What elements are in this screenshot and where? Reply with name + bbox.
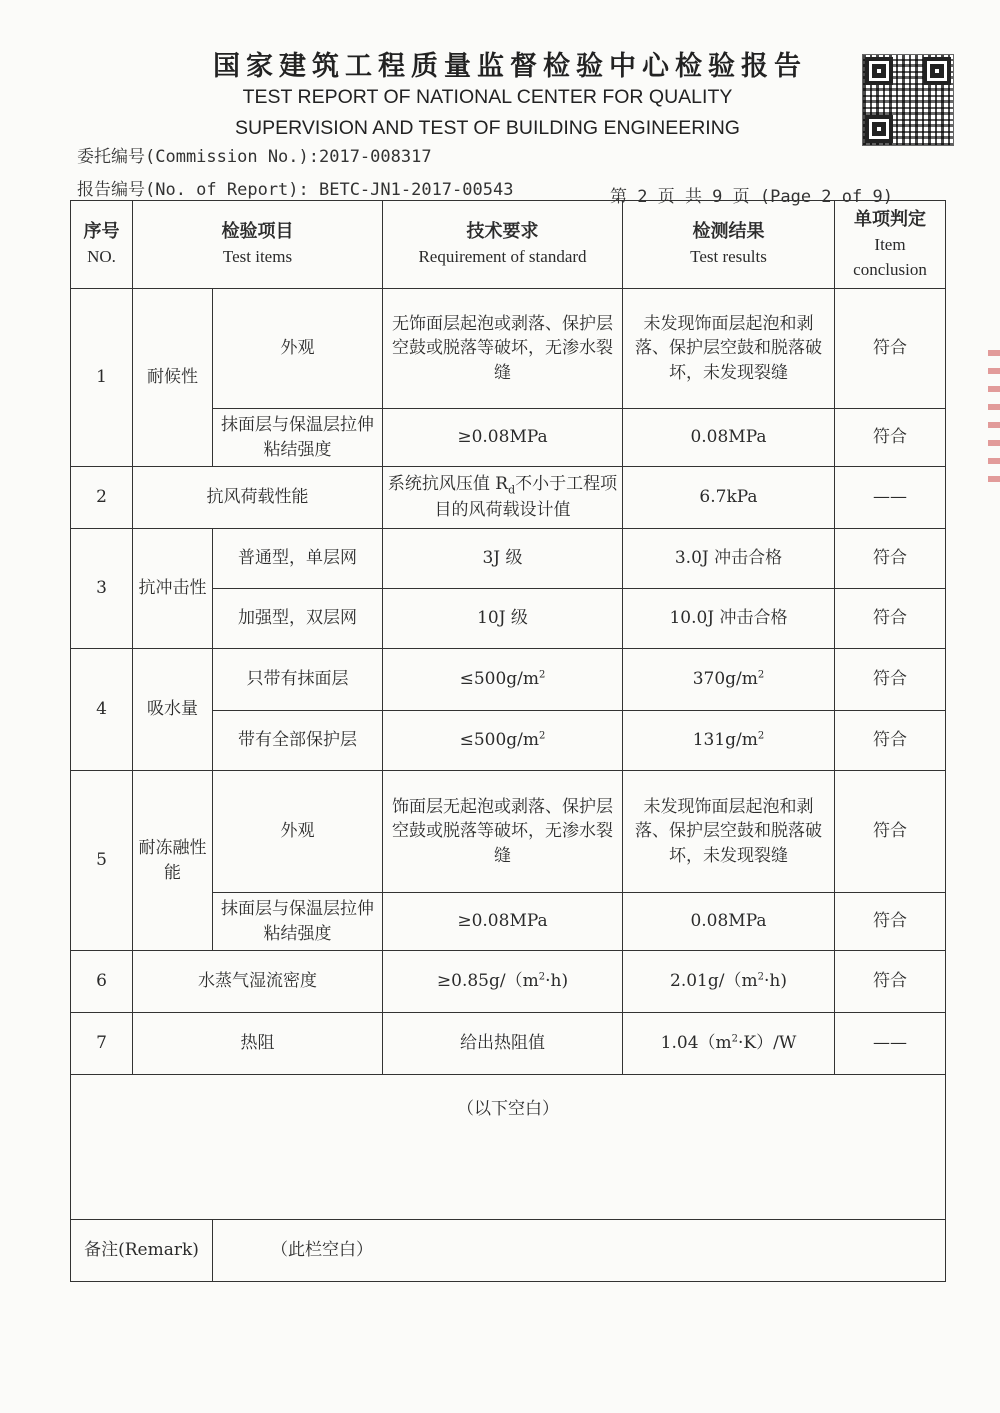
- table-row: [71, 289, 946, 409]
- report-title-en-line2: SUPERVISION AND TEST OF BUILDING ENGINEERING: [235, 117, 740, 139]
- requirement: $\le 500g/m^2$: [383, 649, 623, 711]
- item-category: 吸水量: [133, 649, 213, 771]
- table-row: [71, 951, 946, 1013]
- result: $370g/m^2$: [623, 649, 835, 711]
- conclusion: 符合: [835, 289, 946, 409]
- result: 0.08MPa: [623, 409, 835, 467]
- result: 3.0J 冲击合格: [623, 529, 835, 589]
- report-title-en-line1: TEST REPORT OF NATIONAL CENTER FOR QUALITY: [242, 86, 733, 108]
- blank-below-row: [71, 1075, 946, 1220]
- header-conclusion: 单项判定 Item conclusion: [835, 201, 946, 289]
- table-header-row: [71, 201, 946, 289]
- conclusion: 符合: [835, 409, 946, 467]
- page-number: 第 2 页 共 9 页 (Page 2 of 9): [610, 187, 893, 207]
- sub-item: 外观: [213, 771, 383, 893]
- table-row: [71, 1013, 946, 1075]
- header-results: 检测结果 Test results: [623, 201, 835, 289]
- conclusion: 符合: [835, 771, 946, 893]
- requirement: 给出热阻值: [383, 1013, 623, 1075]
- sub-item: 带有全部保护层: [213, 711, 383, 771]
- row-number: 6: [71, 951, 133, 1013]
- blank-below-note: （以下空白）: [71, 1075, 946, 1220]
- result: $131g/m^2$: [623, 711, 835, 771]
- sub-item: 只带有抹面层: [213, 649, 383, 711]
- requirement: $\ge 0.85g/(m^2\cdot h)$: [383, 951, 623, 1013]
- report-number: 报告编号(No. of Report): BETC-JN1-2017-00543: [77, 180, 514, 200]
- sub-item: 外观: [213, 289, 383, 409]
- remark-label: 备注(Remark): [71, 1220, 213, 1282]
- row-number: 2: [71, 467, 133, 529]
- conclusion: 符合: [835, 951, 946, 1013]
- row-number: 4: [71, 649, 133, 771]
- conclusion: 符合: [835, 649, 946, 711]
- result: 未发现饰面层起泡和剥落、保护层空鼓和脱落破坏，未发现裂缝: [623, 771, 835, 893]
- test-item: 水蒸气湿流密度: [133, 951, 383, 1013]
- result: 6.7kPa: [623, 467, 835, 529]
- sub-item: 加强型，双层网: [213, 589, 383, 649]
- conclusion: 符合: [835, 893, 946, 951]
- item-category: 耐冻融性能: [133, 771, 213, 951]
- remark-row: [71, 1220, 946, 1282]
- header-test-items: 检验项目 Test items: [133, 201, 383, 289]
- table-row: [71, 529, 946, 589]
- result: 0.08MPa: [623, 893, 835, 951]
- sub-item: 普通型，单层网: [213, 529, 383, 589]
- item-category: 抗冲击性: [133, 529, 213, 649]
- row-number: 1: [71, 289, 133, 467]
- row-number: 3: [71, 529, 133, 649]
- requirement: 饰面层无起泡或剥落、保护层空鼓或脱落等破坏，无渗水裂缝: [383, 771, 623, 893]
- conclusion: 符合: [835, 711, 946, 771]
- row-number: 5: [71, 771, 133, 951]
- table-row: [71, 649, 946, 711]
- seal-stamp-edge: [988, 350, 1000, 490]
- result: $2.01g/(m^2\cdot h)$: [623, 951, 835, 1013]
- result: 未发现饰面层起泡和剥落、保护层空鼓和脱落破坏，未发现裂缝: [623, 289, 835, 409]
- requirement: $\le 500g/m^2$: [383, 711, 623, 771]
- result: 10.0J 冲击合格: [623, 589, 835, 649]
- sub-item: 抹面层与保温层拉伸粘结强度: [213, 409, 383, 467]
- conclusion: ——: [835, 467, 946, 529]
- requirement: ≥0.08MPa: [383, 893, 623, 951]
- requirement: 10J 级: [383, 589, 623, 649]
- conclusion: 符合: [835, 529, 946, 589]
- test-item: 热阻: [133, 1013, 383, 1075]
- remark-text: （此栏空白）: [213, 1220, 946, 1282]
- requirement: 系统抗风压值 $R_d$不小于工程项目的风荷载设计值: [383, 467, 623, 529]
- conclusion: 符合: [835, 589, 946, 649]
- item-category: 耐候性: [133, 289, 213, 467]
- header-no: 序号 NO.: [71, 201, 133, 289]
- table-row: [71, 771, 946, 893]
- report-title-cn: 国家建筑工程质量监督检验中心检验报告: [213, 51, 807, 82]
- conclusion: ——: [835, 1013, 946, 1075]
- table-row: [71, 467, 946, 529]
- requirement: ≥0.08MPa: [383, 409, 623, 467]
- test-item: 抗风荷载性能: [133, 467, 383, 529]
- result: $1.04(m^2\cdot K)/W$: [623, 1013, 835, 1075]
- test-results-table: [70, 200, 946, 1282]
- qr-code-icon: [862, 54, 954, 146]
- row-number: 7: [71, 1013, 133, 1075]
- sub-item: 抹面层与保温层拉伸粘结强度: [213, 893, 383, 951]
- requirement: 3J 级: [383, 529, 623, 589]
- header-requirement: 技术要求 Requirement of standard: [383, 201, 623, 289]
- requirement: 无饰面层起泡或剥落、保护层空鼓或脱落等破坏，无渗水裂缝: [383, 289, 623, 409]
- commission-number: 委托编号(Commission No.):2017-008317: [77, 147, 432, 167]
